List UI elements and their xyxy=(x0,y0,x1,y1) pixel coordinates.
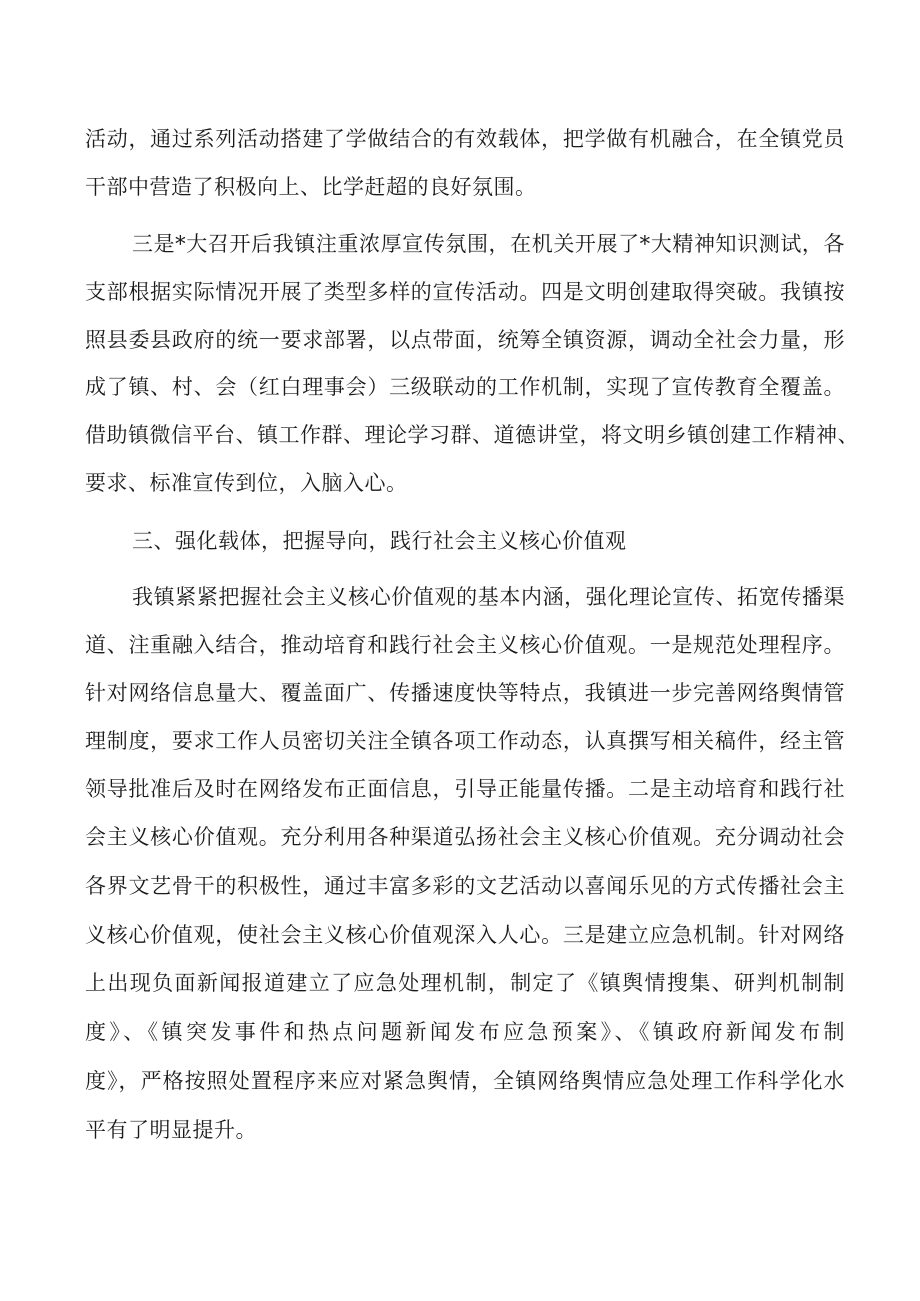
text-line-18: 上出现负面新闻报道建立了应急处理机制，制定了《镇舆情搜集、研判机制制 xyxy=(85,971,845,995)
text-line-19: 度》、《镇突发事件和热点问题新闻发布应急预案》、《镇政府新闻发布制 xyxy=(85,1020,845,1044)
text-line-3: 三是*大召开后我镇注重浓厚宣传氛围，在机关开展了*大精神知识测试，各 xyxy=(132,232,845,256)
section-heading: 三、强化载体，把握导向，践行社会主义核心价值观 xyxy=(132,529,627,553)
text-line-12: 针对网络信息量大、覆盖面广、传播速度快等特点，我镇进一步完善网络舆情管 xyxy=(85,681,845,705)
text-line-7: 借助镇微信平台、镇工作群、理论学习群、道德讲堂，将文明乡镇创建工作精神、 xyxy=(85,423,859,447)
text-line-5: 照县委县政府的统一要求部署，以点带面，统筹全镇资源，调动全社会力量，形 xyxy=(85,328,845,352)
text-line-17: 义核心价值观，使社会主义核心价值观深入人心。三是建立应急机制。针对网络 xyxy=(85,923,845,947)
text-line-16: 各界文艺骨干的积极性，通过丰富多彩的文艺活动以喜闻乐见的方式传播社会主 xyxy=(85,874,845,898)
text-line-2: 干部中营造了积极向上、比学赶超的良好氛围。 xyxy=(85,175,537,199)
text-line-11: 道、注重融入结合，推动培育和践行社会主义核心价值观。一是规范处理程序。 xyxy=(85,633,845,657)
text-line-6: 成了镇、村、会（红白理事会）三级联动的工作机制，实现了宣传教育全覆盖。 xyxy=(85,375,845,399)
text-line-10: 我镇紧紧把握社会主义核心价值观的基本内涵，强化理论宣传、拓宽传播渠 xyxy=(132,585,845,609)
text-line-21: 平有了明显提升。 xyxy=(85,1118,257,1142)
text-line-1: 活动，通过系列活动搭建了学做结合的有效载体，把学做有机融合，在全镇党员 xyxy=(85,127,845,151)
text-line-14: 领导批准后及时在网络发布正面信息，引导正能量传播。二是主动培育和践行社 xyxy=(85,777,845,801)
text-line-8: 要求、标准宣传到位，入脑入心。 xyxy=(85,471,408,495)
text-line-4: 支部根据实际情况开展了类型多样的宣传活动。四是文明创建取得突破。我镇按 xyxy=(85,280,845,304)
text-line-13: 理制度，要求工作人员密切关注全镇各项工作动态，认真撰写相关稿件，经主管 xyxy=(85,729,845,753)
text-line-20: 度》，严格按照处置程序来应对紧急舆情，全镇网络舆情应急处理工作科学化水 xyxy=(85,1069,845,1093)
text-line-15: 会主义核心价值观。充分利用各种渠道弘扬社会主义核心价值观。充分调动社会 xyxy=(85,825,845,849)
